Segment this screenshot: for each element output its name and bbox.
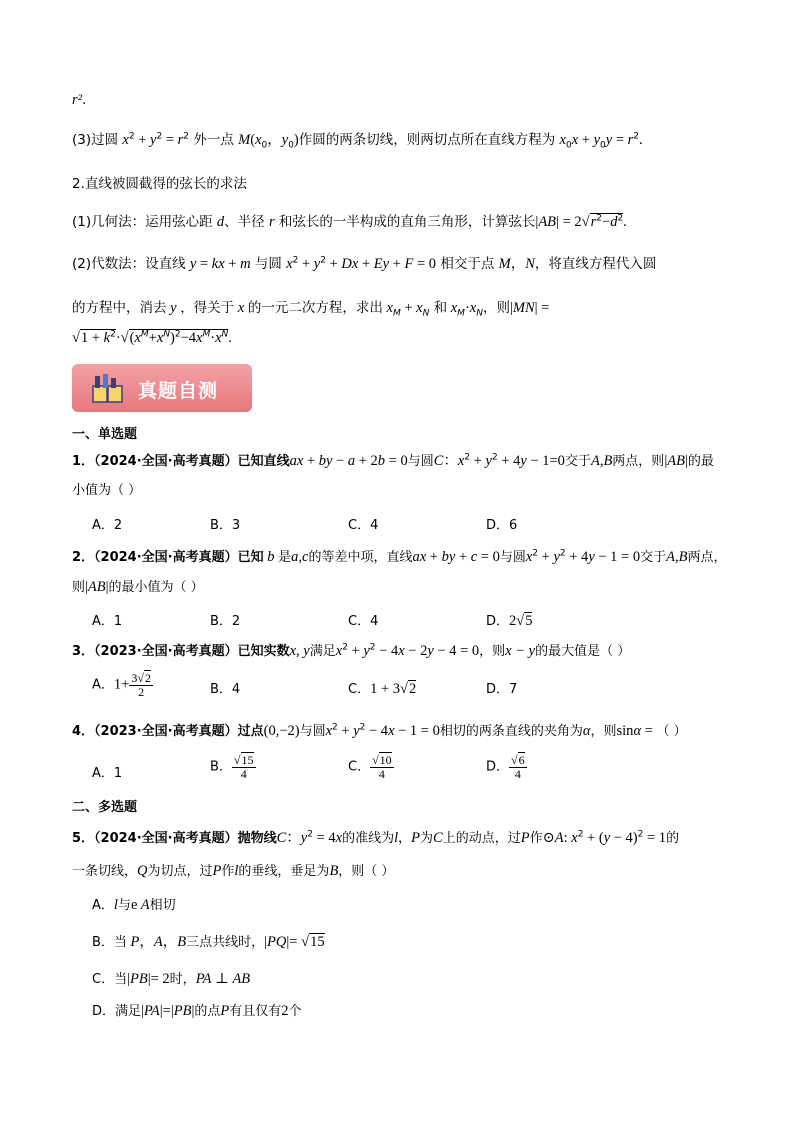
badge-title: 真题自测 xyxy=(138,380,219,402)
intro-algebraic-method-2: 的方程中，消去 y ，得关于 x 的一元二次方程，求出 $x_M + x_N$ 和 $x_M\cdot x_N$，则|MN| = xyxy=(72,300,550,319)
intro-heading-chord: 2.直线被圆截得的弦长的求法 xyxy=(72,176,247,192)
q5-option-b[interactable]: B．当 P，A，B三点共线时，|PQ|= √15 xyxy=(92,934,325,950)
r-squared: r² xyxy=(72,92,82,108)
q1-option-d[interactable]: D．6 xyxy=(486,518,518,533)
q1-option-b[interactable]: B．3 xyxy=(210,518,241,533)
question-2-line-2: 则|AB|的最小值为（ ） xyxy=(72,579,204,595)
q2-option-d[interactable]: D．2√5 xyxy=(486,613,533,629)
q5-option-c[interactable]: C．当|PB|= 2时，PA ⊥ AB xyxy=(92,971,251,987)
q2-option-a[interactable]: A．1 xyxy=(92,614,123,629)
q3-option-c[interactable]: C．1 + 3√2 xyxy=(348,681,417,697)
intro-geometric-method: (1)几何法：运用弦心距 d、半径 r 和弦长的一半构成的直角三角形，计算弦长$|AB| = 2√r^2-d^2$. xyxy=(72,213,627,230)
question-2: 2．（2024·全国·高考真题）已知 b 是a,c的等差中项，直线ax + by + c = 0与圆$x^2 + y^2 + 4y - 1 = 0$交于A,B两点， xyxy=(72,548,727,565)
q3-option-a[interactable]: A．1+ $\frac{3√2}{2}$ xyxy=(92,671,151,699)
question-3: 3．（2023·全国·高考真题）已知实数x, y满足$x^2 + y^2 - 4x - 2y - 4 = 0$，则x − y的最大值是（ ） xyxy=(72,642,631,659)
question-1: 1．（2024·全国·高考真题）已知直线ax + by − a + 2b = 0与圆C：$x^2 + y^2 + 4y - 1=0$交于A,B两点，则|AB|的最 xyxy=(72,452,714,469)
q4-option-b[interactable]: B． $\frac{√15}{4}$ xyxy=(210,753,254,781)
q2-option-b[interactable]: B．2 xyxy=(210,614,241,629)
question-5-line-2: 一条切线，Q为切点，过P作l的垂线，垂足为B，则（ ） xyxy=(72,863,395,879)
intro-mn-formula: $√1 + k^2\cdot√(x^M+x^N)^2-4x^M\cdot x^N$. xyxy=(72,329,232,346)
q1-option-c[interactable]: C．4 xyxy=(348,518,379,533)
q3-option-d[interactable]: D．7 xyxy=(486,682,518,697)
q5-option-a[interactable]: A．l与e A相切 xyxy=(92,897,176,913)
q3-option-b[interactable]: B．4 xyxy=(210,682,241,697)
question-4: 4．（2023·全国·高考真题）过点(0,−2)与圆$x^2 + y^2 - 4x - 1 = 0$相切的两条直线的夹角为α，则sinα = （ ） xyxy=(72,722,687,739)
q4-option-d[interactable]: D． $\frac{√6}{4}$ xyxy=(486,753,525,781)
intro-line-0: r². xyxy=(72,92,87,108)
intro-algebraic-method: (2)代数法：设直线 y = kx + m 与圆 $x^2 + y^2 + Dx + Ey + F = 0$ 相交于点 M，N，将直线方程代入圆 xyxy=(72,255,657,272)
question-1-line-2: 小值为（ ） xyxy=(72,483,142,498)
intro-tangent-chord: (3)过圆 $x^2 + y^2 = r^2$ 外一点 $M(x_0$，$y_0$)作圆的两条切线，则两切点所在直线方程为 $x_0x + y_0y = r^2$. xyxy=(72,131,643,151)
section-single-choice: 一、单选题 xyxy=(72,427,138,442)
book-icon xyxy=(90,372,126,404)
q2-option-c[interactable]: C．4 xyxy=(348,614,379,629)
section-badge xyxy=(72,364,252,412)
q1-option-a[interactable]: A．2 xyxy=(92,518,123,533)
question-5: 5．（2024·全国·高考真题）抛物线C：$y^2 = 4x$的准线为l，P为C上的动点，过P作⊙A: $x^2 + (y - 4)^2 = 1$的 xyxy=(72,829,680,846)
section-multiple-choice: 二、多选题 xyxy=(72,800,138,815)
q4-option-c[interactable]: C． $\frac{√10}{4}$ xyxy=(348,753,392,781)
q5-option-d[interactable]: D．满足|PA|=|PB|的点P有且仅有2个 xyxy=(92,1003,302,1019)
q4-option-a[interactable]: A．1 xyxy=(92,766,123,781)
